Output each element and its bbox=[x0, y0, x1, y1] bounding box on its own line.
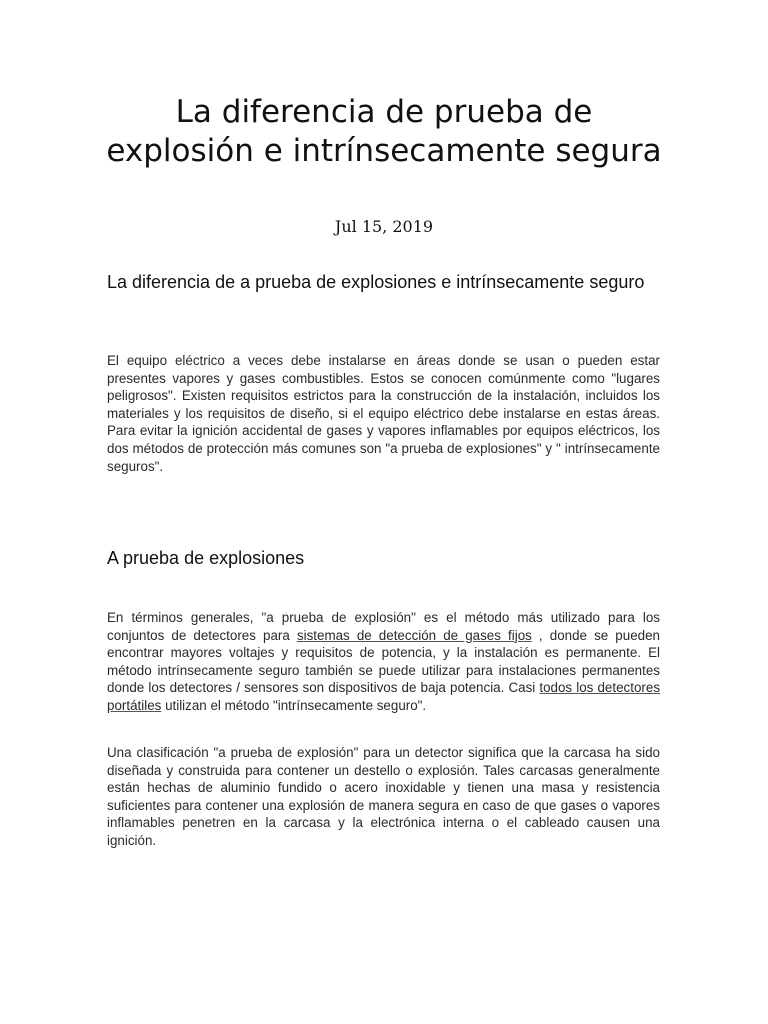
explosion-proof-paragraph bbox=[107, 609, 660, 715]
explosion-proof-heading: A prueba de explosiones bbox=[107, 548, 305, 568]
classification-paragraph: Una clasificación "a prueba de explosión" para un detector significa que la carcasa ha sido diseñada y construida para contener un destello o explosión. Tales carcasas generalmente están hechas de aluminio fundido o acero inoxidable y tienen una masa y resistencia suficientes para contener una explosión de manera segura en caso de que gases o vapores inflamables penetren en la carcasa y la electrónica interna o el cableado causen una ignición. bbox=[107, 745, 660, 848]
fixed-gas-detection-link[interactable]: sistemas de detección de gases fijos bbox=[296, 627, 532, 643]
paragraph-text: En términos generales, "a prueba de explosión" es el método más utilizado para los conjuntos de detectores para bbox=[107, 610, 660, 643]
paragraph-text: utilizan el método "intrínsecamente seguro". bbox=[161, 697, 427, 713]
intro-paragraph: El equipo eléctrico a veces debe instalarse en áreas donde se usan o pueden estar presentes vapores y gases combustibles. Estos se conocen comúnmente como "lugares peligrosos". Existen requisitos estrictos para la construcción de la instalación, incluidos los materiales y los requisitos de diseño, si el equipo eléctrico debe instalarse en estas áreas. Para evitar la ignición accidental de gases y vapores inflamables por equipos eléctricos, los dos métodos de protección más comunes son "a prueba de explosiones" y " intrínsecamente seguros". bbox=[107, 353, 660, 474]
section-heading: La diferencia de a prueba de explosiones e intrínsecamente seguro bbox=[107, 272, 645, 292]
publish-date: Jul 15, 2019 bbox=[334, 217, 434, 236]
portable-detectors-link[interactable]: todos los detectores portátiles bbox=[107, 680, 661, 713]
document-title: La diferencia de prueba de explosión e intrínsecamente segura bbox=[106, 94, 662, 169]
paragraph-text: , donde se pueden encontrar mayores voltajes y requisitos de potencia, y la instalación es permanente. El método intrínsecamente seguro también se puede utilizar para instalaciones permanentes donde los detectores / sensores son dispositivos de baja potencia. Casi bbox=[107, 627, 660, 696]
